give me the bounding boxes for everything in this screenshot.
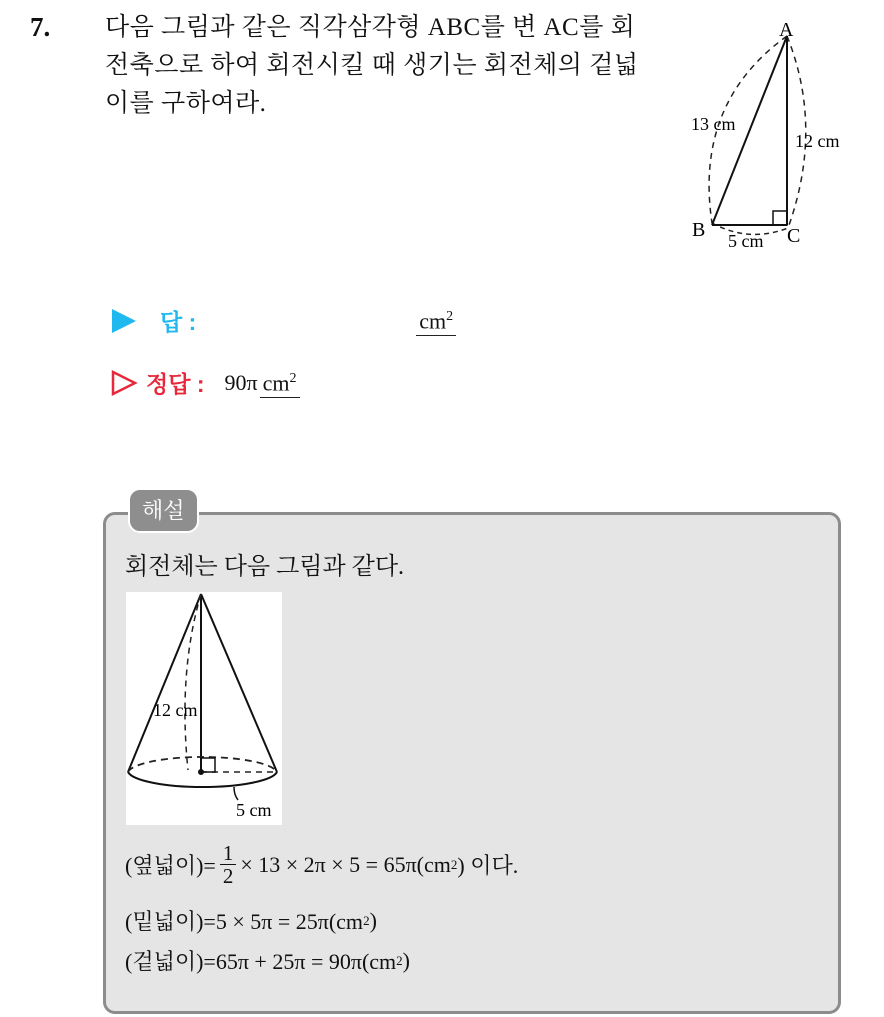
play-arrow-icon bbox=[110, 307, 138, 335]
label-height: 12 cm bbox=[795, 131, 840, 151]
correct-answer-row bbox=[110, 366, 300, 399]
cone-generator-dashed bbox=[185, 594, 201, 770]
correct-value: 90π bbox=[224, 369, 258, 395]
question-line-2: 전축으로 하여 회전시킬 때 생기는 회전체의 겉넓 bbox=[105, 52, 639, 79]
label-base: 5 cm bbox=[728, 231, 764, 251]
cone-slant-right bbox=[201, 594, 277, 772]
formula-lateral: (옆넓이)= $\frac{1}{2}$ × 13 × 2π × 5 = 65π(cm 2 ) 이다. bbox=[125, 841, 519, 888]
question-number: 7. bbox=[30, 12, 51, 42]
cone-radius-pointer bbox=[234, 787, 238, 800]
answer-unit: $cm^2$ bbox=[416, 305, 456, 335]
label-b: B bbox=[692, 219, 706, 241]
cone-slant-left bbox=[128, 594, 201, 772]
answer-row bbox=[110, 304, 456, 337]
question-line-1: 다음 그림과 같은 직각삼각형 ABC를 변 AC를 회 bbox=[105, 14, 636, 41]
triangle-figure bbox=[684, 18, 854, 253]
label-a: A bbox=[779, 19, 794, 41]
correct-label: 정답 : bbox=[146, 371, 205, 397]
correct-unit: $cm^2$ bbox=[260, 367, 300, 397]
answer-label: 답 : bbox=[160, 309, 197, 335]
question-line-3: 이를 구하여라. bbox=[105, 90, 267, 117]
label-c: C bbox=[787, 225, 801, 247]
explanation-tab: 해설 bbox=[128, 488, 199, 533]
outline-arrow-icon bbox=[110, 369, 138, 397]
cone-figure bbox=[126, 592, 282, 825]
cone-center-dot bbox=[198, 769, 204, 775]
cone-height-label: 12 cm bbox=[153, 700, 198, 720]
formula-total: (겉넓이)=65π + 25π = 90π(cm 2 ) bbox=[125, 947, 410, 974]
right-angle-mark bbox=[773, 211, 787, 225]
explanation-lead: 회전체는 다음 그림과 같다. bbox=[125, 554, 405, 580]
label-hyp: 13 cm bbox=[691, 114, 736, 134]
formula-base: (밑넓이)=5 × 5π = 25π(cm 2 ) bbox=[125, 907, 377, 934]
fraction-half: $\frac{1}{2}$ bbox=[220, 842, 237, 887]
question-text bbox=[105, 9, 670, 123]
cone-radius-label: 5 cm bbox=[236, 800, 272, 820]
